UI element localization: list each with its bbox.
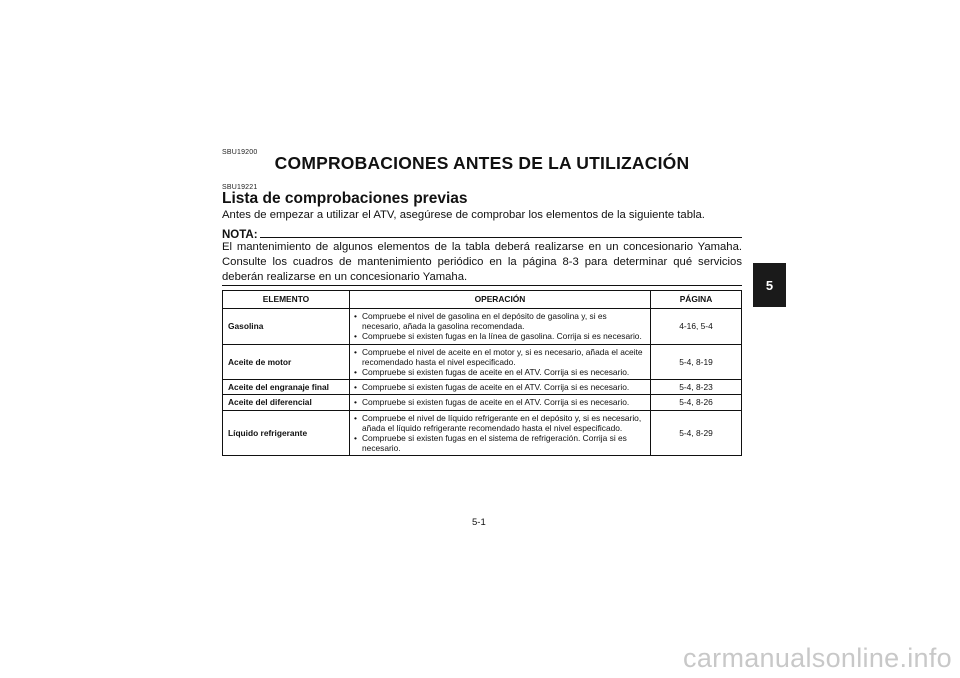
column-header: OPERACIÓN [350,291,651,309]
pagina-cell: 4-16, 5-4 [651,309,742,345]
pagina-cell: 5-4, 8-19 [651,344,742,380]
column-header: PÁGINA [651,291,742,309]
table-row [223,410,742,456]
elemento-cell: Líquido refrigerante [223,410,350,456]
checklist-table [222,290,742,456]
note-text: El mantenimiento de algunos elementos de la tabla deberá realizarse en un concesionario Yamaha. Consulte los cuadros de mantenimiento periódico en la página 8-3 para determinar qué servicios deberán realizarse en un concesionario Yamaha. [222,241,742,284]
elemento-cell: Aceite del engranaje final [223,380,350,395]
elemento-cell: Gasolina [223,309,350,345]
pagina-cell: 5-4, 8-26 [651,395,742,410]
operacion-cell [350,344,651,380]
elemento-cell: Aceite del diferencial [223,395,350,410]
operation-item: • Compruebe si existen fugas de aceite en el ATV. Corrija si es necesario. [354,397,646,407]
operation-item: • Compruebe si existen fugas en el sistema de refrigeración. Corrija si es necesario. [354,433,646,453]
operacion-cell [350,309,651,345]
pagina-cell: 5-4, 8-29 [651,410,742,456]
note-rule [260,237,742,238]
operation-item: • Compruebe el nivel de gasolina en el depósito de gasolina y, si es necesario, añada la gasolina recomendada. [354,311,646,331]
operation-item: • Compruebe el nivel de aceite en el motor y, si es necesario, añada el aceite recomendado hasta el nivel especificado. [354,347,646,367]
column-header: ELEMENTO [223,291,350,309]
operation-item: • Compruebe si existen fugas en la línea de gasolina. Corrija si es necesario. [354,331,646,341]
operation-item: • Compruebe si existen fugas de aceite en el ATV. Corrija si es necesario. [354,382,646,392]
chapter-title: COMPROBACIONES ANTES DE LA UTILIZACIÓN [274,153,690,173]
table-header-row [223,291,742,309]
page-number: 5-1 [472,517,486,528]
section-title: Lista de comprobaciones previas [222,190,468,207]
operation-item: • Compruebe el nivel de líquido refrigerante en el depósito y, si es necesario, añada el líquido refrigerante recomendado hasta el nivel especificado. [354,413,646,433]
note-end-rule [222,285,742,286]
elemento-cell: Aceite de motor [223,344,350,380]
subsection-code: SBU19221 [222,184,258,191]
table-row [223,395,742,410]
note-label: NOTA: [222,229,258,241]
operacion-cell [350,410,651,456]
operation-item: • Compruebe si existen fugas de aceite en el ATV. Corrija si es necesario. [354,367,646,377]
table-row [223,344,742,380]
table-row [223,309,742,345]
chapter-tab: 5 [753,263,786,307]
watermark-text: carmanualsonline.info [683,643,952,673]
intro-paragraph: Antes de empezar a utilizar el ATV, asegúrese de comprobar los elementos de la siguiente tabla. [222,209,705,221]
section-code: SBU19200 [222,149,258,156]
operacion-cell [350,395,651,410]
table-row [223,380,742,395]
operacion-cell [350,380,651,395]
pagina-cell: 5-4, 8-23 [651,380,742,395]
